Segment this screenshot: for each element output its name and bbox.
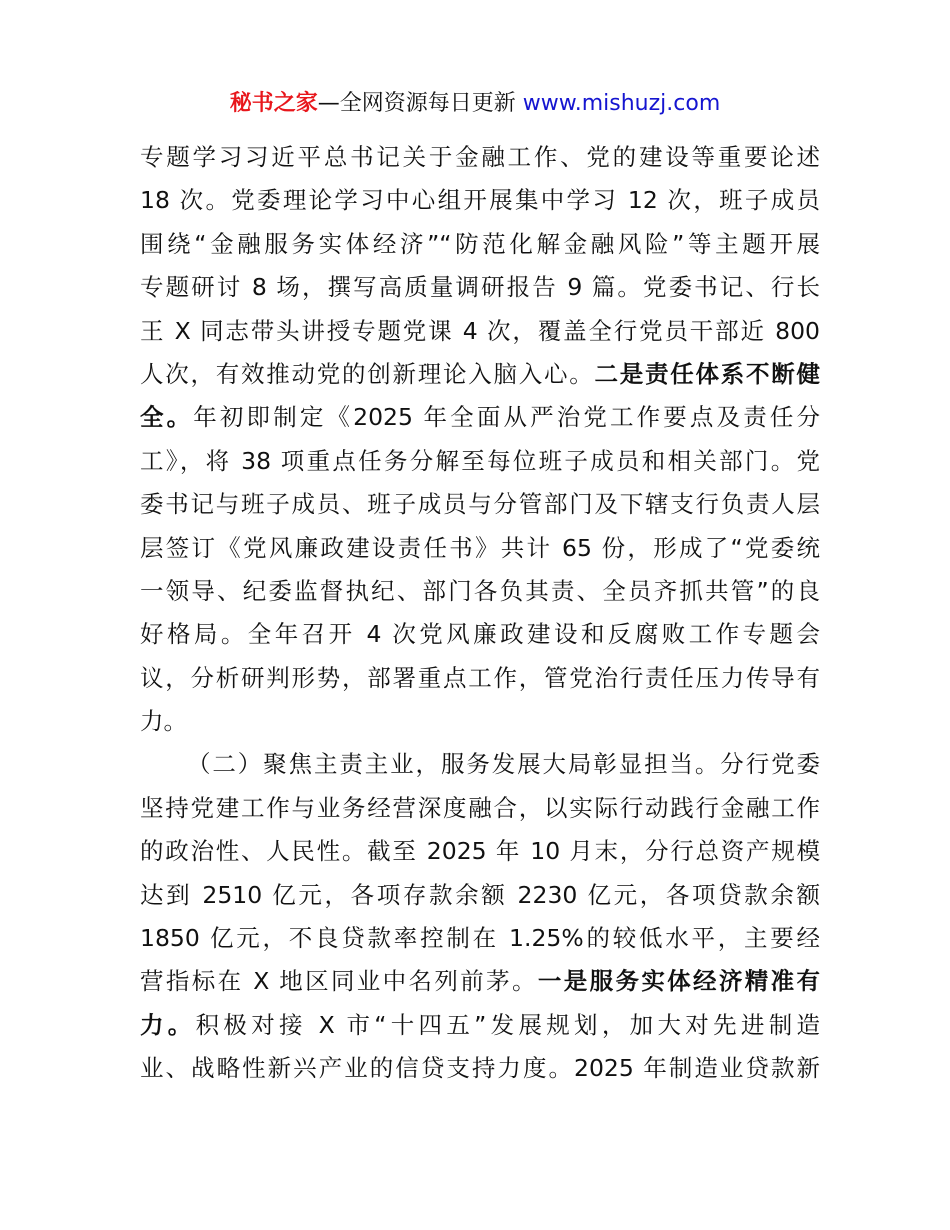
bold-heading-text: 全。 — [140, 403, 194, 432]
bold-heading-text: 力。 — [140, 1010, 196, 1039]
text-line — [140, 223, 820, 266]
body-text: 王 X 同志带头讲授专题党课 4 次，覆盖全行党员干部近 800 — [140, 316, 820, 345]
body-text: 积极对接 X 市“十四五”发展规划，加大对先进制造 — [195, 1010, 820, 1039]
body-text: 1850 亿元，不良贷款率控制在 1.25%的较低水平，主要经 — [140, 924, 820, 953]
text-line — [140, 179, 820, 222]
text-line — [140, 917, 820, 960]
watermark-header — [0, 86, 950, 117]
text-line — [140, 960, 820, 1003]
body-text: 议，分析研判形势，部署重点工作，管党治行责任压力传导有 — [140, 663, 820, 692]
body-text: 层签订《党风廉政建设责任书》共计 65 份，形成了“党委统 — [140, 533, 820, 562]
site-tagline: —全网资源每日更新 — [317, 91, 516, 116]
body-text: 好格局。全年召开 4 次党风廉政建设和反腐败工作专题会 — [140, 620, 820, 649]
brand-name: 秘书之家 — [229, 91, 318, 116]
text-line — [140, 830, 820, 873]
text-line — [140, 613, 820, 656]
body-text: 一领导、纪委监督执纪、部门各负其责、全员齐抓共管”的良 — [140, 576, 820, 605]
body-text: （二）聚焦主责主业，服务发展大局彰显担当。分行党委 — [187, 750, 820, 779]
body-text: 年初即制定《2025 年全面从严治党工作要点及责任分 — [193, 403, 820, 432]
text-line — [140, 266, 820, 309]
body-text: 力。 — [140, 707, 187, 736]
body-text: 18 次。党委理论学习中心组开展集中学习 12 次，班子成员 — [140, 186, 820, 215]
body-text: 专题研讨 8 场，撰写高质量调研报告 9 篇。党委书记、行长 — [140, 273, 820, 302]
body-text: 的政治性、人民性。截至 2025 年 10 月末，分行总资产规模 — [140, 837, 820, 866]
text-line — [140, 527, 820, 570]
body-text: 围绕“金融服务实体经济”“防范化解金融风险”等主题开展 — [140, 229, 820, 258]
text-line — [140, 1047, 820, 1090]
text-line — [140, 396, 820, 439]
text-line — [140, 570, 820, 613]
text-line — [140, 1004, 820, 1047]
bold-heading-text: 一是服务实体经济精准有 — [537, 967, 820, 996]
text-line — [140, 874, 820, 917]
body-text: 人次，有效推动党的创新理论入脑入心。 — [140, 359, 595, 388]
text-line — [140, 743, 820, 786]
body-text: 工》，将 38 项重点任务分解至每位班子成员和相关部门。党 — [140, 446, 820, 475]
text-line — [140, 483, 820, 526]
body-text: 专题学习习近平总书记关于金融工作、党的建设等重要论述 — [140, 143, 820, 171]
body-text: 业、战略性新兴产业的信贷支持力度。2025 年制造业贷款新 — [140, 1054, 820, 1083]
text-line — [140, 787, 820, 830]
text-line — [140, 353, 820, 396]
text-line — [140, 440, 820, 483]
body-text: 委书记与班子成员、班子成员与分管部门及下辖支行负责人层 — [140, 490, 820, 519]
text-line — [140, 700, 820, 743]
body-text: 坚持党建工作与业务经营深度融合，以实际行动践行金融工作 — [140, 793, 820, 822]
bold-heading-text: 二是责任体系不断健 — [594, 359, 820, 388]
text-line — [140, 136, 820, 179]
document-body — [140, 136, 820, 1091]
text-line — [140, 657, 820, 700]
text-line — [140, 310, 820, 353]
body-text: 达到 2510 亿元，各项存款余额 2230 亿元，各项贷款余额 — [140, 880, 820, 909]
site-url-link[interactable]: www.mishuzj.com — [522, 91, 721, 116]
body-text: 营指标在 X 地区同业中名列前茅。 — [140, 967, 538, 996]
